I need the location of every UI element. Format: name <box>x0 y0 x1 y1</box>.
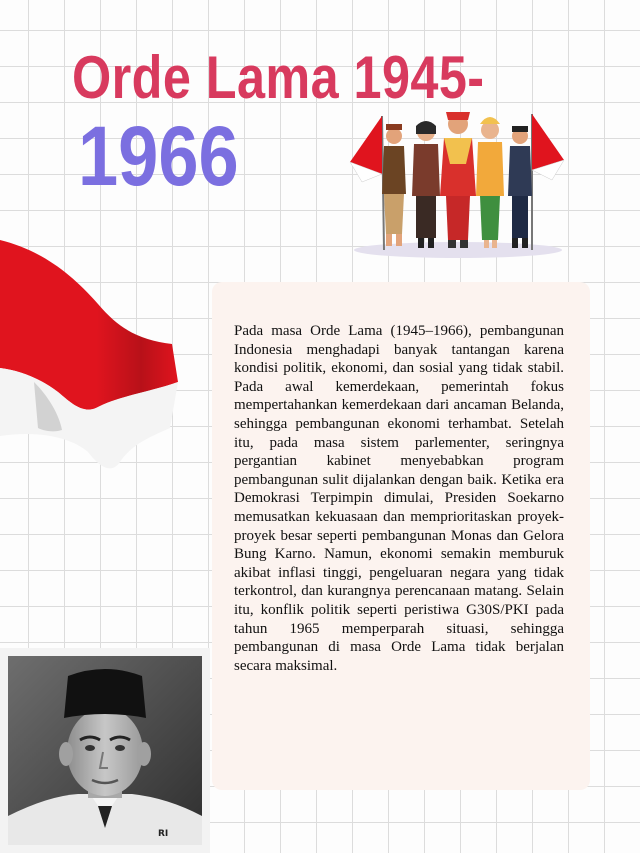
portrait-photo <box>8 656 202 845</box>
uniform-badge: RI <box>158 829 169 839</box>
people-illustration <box>346 104 570 260</box>
indonesian-flag-icon <box>0 232 190 482</box>
body-paragraph: Pada masa Orde Lama (1945–1966), pembangunan Indonesia menghadapi banyak tantangan karena kondisi politik, ekonomi, dan sosial yang tidak stabil. Pada awal kemerdekaan, pemerintah fokus mempertahankan kemerdekaan dari ancaman Belanda, sehingga pembangunan ekonomi terhambat. Setelah itu, pada masa sistem parlementer, seringnya pergantian kabinet menyebabkan program pembangunan sulit dijalankan dengan baik. Ketika era Demokrasi Terpimpin dimulai, Presiden Soekarno memusatkan kekuasaan dan memprioritaskan proyek-proyek besar seperti pembangunan Monas dan Gelora Bung Karno. Namun, ekonomi semakin memburuk akibat inflasi tinggi, pengeluaran negara yang tidak terkontrol, dan kurangnya perencanaan matang. Selain itu, konflik politik seperti peristiwa G30S/PKI pada tahun 1965 memperparah situasi, sehingga pembangunan di masa Orde Lama tidak berjalan secara maksimal. <box>234 323 564 674</box>
page-title-line2: 1966 <box>78 109 239 203</box>
page-title-line1: Orde Lama 1945- <box>72 44 485 111</box>
